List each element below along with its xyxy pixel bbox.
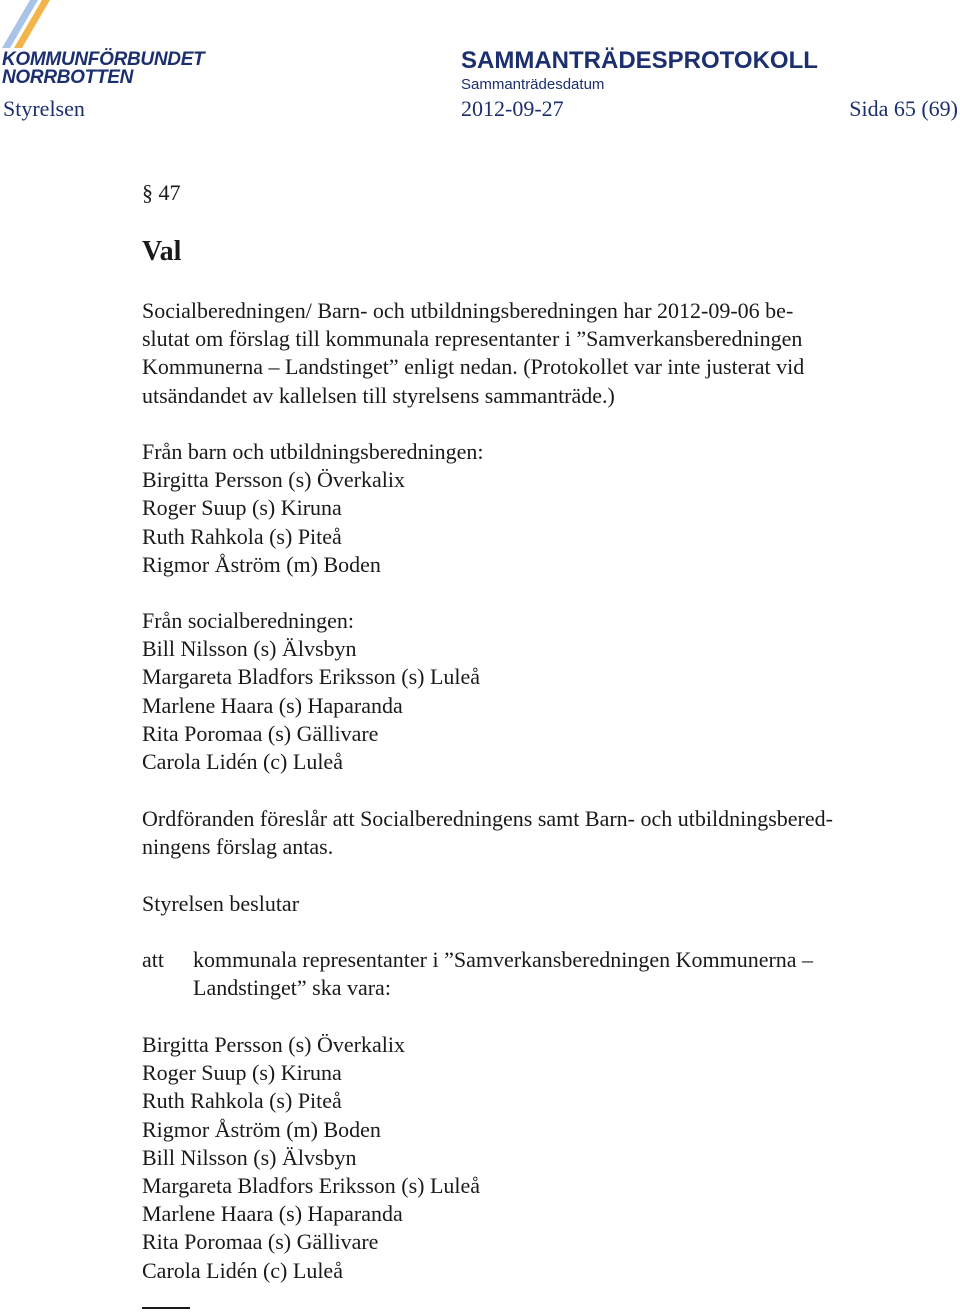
organ-name: Styrelsen [3, 96, 85, 121]
kommunforbundet-logo [0, 0, 210, 90]
intro-line: Kommunerna – Landstinget” enligt nedan. (Protokollet var inte justerat vid [142, 354, 805, 380]
proposal-line: ningens förslag antas. [142, 834, 334, 860]
decision-line: Landstinget” ska vara: [193, 975, 391, 1001]
list-item: Marlene Haara (s) Haparanda [142, 692, 403, 718]
list-item: Rita Poromaa (s) Gällivare [142, 1229, 379, 1255]
list-heading: Från socialberedningen: [142, 608, 354, 633]
list-item: Rigmor Åström (m) Boden [142, 1116, 381, 1142]
list-heading: Från barn och utbildningsberedningen: [142, 439, 484, 464]
list-item: Rigmor Åström (m) Boden [142, 551, 381, 577]
list-item: Bill Nilsson (s) Älvsbyn [142, 636, 357, 662]
decision-line: kommunala representanter i ”Samverkansberedningen Kommunerna – [193, 947, 814, 972]
list-item: Roger Suup (s) Kiruna [142, 1060, 342, 1086]
list-item: Margareta Bladfors Eriksson (s) Luleå [142, 664, 481, 690]
chair-proposal [142, 805, 922, 861]
proposal-line: Ordföranden föreslår att Socialberedningens samt Barn- och utbildningsbered- [142, 806, 833, 831]
att-keyword: att [142, 947, 164, 972]
list-item: Margareta Bladfors Eriksson (s) Luleå [142, 1173, 481, 1199]
list-item: Roger Suup (s) Kiruna [142, 495, 342, 521]
barn-nominees [142, 438, 922, 579]
list-item: Ruth Rahkola (s) Piteå [142, 523, 342, 549]
logo-stripes-icon [0, 0, 60, 50]
intro-line: utsändandet av kallelsen till styrelsens sammanträde.) [142, 382, 615, 408]
intro-paragraph [142, 297, 922, 410]
list-item: Ruth Rahkola (s) Piteå [142, 1088, 342, 1114]
list-item: Birgitta Persson (s) Överkalix [142, 467, 405, 493]
list-item: Marlene Haara (s) Haparanda [142, 1201, 403, 1227]
end-rule [142, 1307, 190, 1309]
decision-text [193, 946, 813, 1002]
list-item: Bill Nilsson (s) Älvsbyn [142, 1144, 357, 1170]
list-item: Rita Poromaa (s) Gällivare [142, 720, 379, 746]
list-item: Carola Lidén (c) Luleå [142, 1257, 343, 1283]
intro-line: slutat om förslag till kommunala representanter i ”Samverkansberedningen [142, 326, 803, 352]
page-number: Sida 65 (69) [849, 96, 958, 121]
logo-text-line2: NORRBOTTEN [2, 67, 134, 88]
list-item: Birgitta Persson (s) Överkalix [142, 1032, 405, 1057]
decision-heading-text: Styrelsen beslutar [142, 891, 300, 916]
logo-text-line1: KOMMUNFÖRBUNDET [2, 49, 205, 70]
section-number: § 47 [142, 180, 181, 205]
elected-representatives [142, 1031, 922, 1285]
section-title: Val [142, 236, 182, 267]
social-nominees [142, 607, 922, 776]
protocol-title: SAMMANTRÄDESPROTOKOLL [461, 47, 818, 74]
meeting-date-label: Sammanträdesdatum [461, 76, 605, 93]
intro-line: Socialberedningen/ Barn- och utbildningsberedningen har 2012-09-06 be- [142, 298, 794, 323]
decision-heading [142, 890, 922, 918]
list-item: Carola Lidén (c) Luleå [142, 749, 343, 775]
meeting-date: 2012-09-27 [461, 96, 564, 121]
